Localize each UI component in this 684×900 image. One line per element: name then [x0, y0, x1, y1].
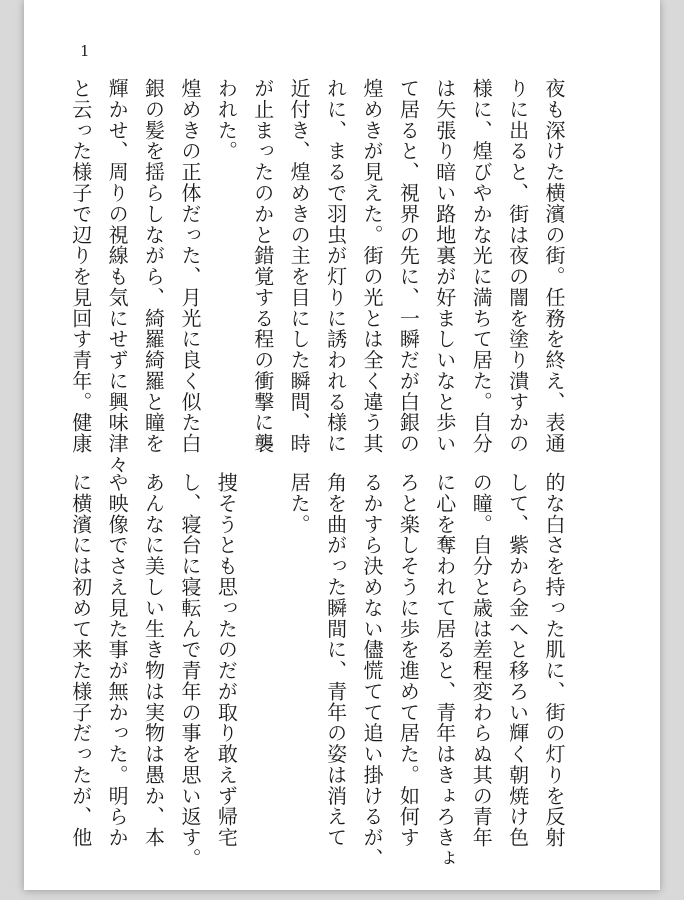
text-line: われた。	[214, 78, 239, 162]
text-line-blank	[244, 472, 280, 812]
text-line: し、寝台に寝転んで青年の事を思い返す。	[177, 472, 202, 869]
text-line: て居ると、視界の先に、一瞬だが白銀の	[396, 78, 421, 454]
text-block-bottom	[62, 472, 572, 869]
text-line: や映像でさえ見た事が無かった。明らか	[105, 472, 130, 848]
text-line: の瞳。自分と歳は差程変わらぬ其の青年	[469, 472, 494, 848]
text-line: 角を曲がった瞬間に、青年の姿は消えて	[323, 472, 348, 848]
text-line: 居た。	[287, 472, 312, 535]
text-line: 近付き、煌めきの主を目にした瞬間、時	[287, 78, 312, 454]
text-block-top	[62, 78, 572, 475]
text-line: して、紫から金へと移ろい輝く朝焼け色	[505, 472, 530, 848]
text-line: 捜そうとも思ったのだが取り敢えず帰宅	[214, 472, 239, 848]
text-line: りに出ると、街は夜の闇を塗り潰すかの	[505, 78, 530, 454]
page-number: 1	[80, 42, 90, 60]
text-line: 的な白さを持った肌に、街の灯りを反射	[542, 472, 566, 848]
text-line: 様に、煌びやかな光に満ちて居た。自分	[469, 78, 494, 454]
book-page	[24, 0, 660, 890]
text-line: 輝かせ、周りの視線も気にせずに興味津々	[105, 78, 130, 475]
text-line: に心を奪われて居ると、青年はきょろきょ	[432, 472, 457, 869]
text-line: は矢張り暗い路地裏が好ましいなと歩い	[432, 78, 457, 454]
text-line: れに、まるで羽虫が灯りに誘われる様に	[323, 78, 348, 454]
text-line: に横濱には初めて来た様子だったが、他	[68, 472, 93, 848]
text-line: るかすら決めない儘慌てて追い掛けるが、	[359, 472, 384, 869]
text-line: が止まったのかと錯覚する程の衝撃に襲	[250, 78, 275, 454]
text-line: 煌めきの正体だった、月光に良く似た白	[177, 78, 202, 454]
text-line: あんなに美しい生き物は実物は愚か、本	[141, 472, 166, 848]
text-line: 銀の髪を揺らしながら、綺羅綺羅と瞳を	[141, 78, 166, 454]
text-line: と云った様子で辺りを見回す青年。健康	[68, 78, 93, 454]
text-line: 夜も深けた横濱の街。任務を終え、表通	[542, 78, 566, 454]
text-line: ろと楽しそうに歩を進めて居た。如何す	[396, 472, 421, 848]
text-line: 煌めきが見えた。街の光とは全く違う其	[359, 78, 384, 454]
